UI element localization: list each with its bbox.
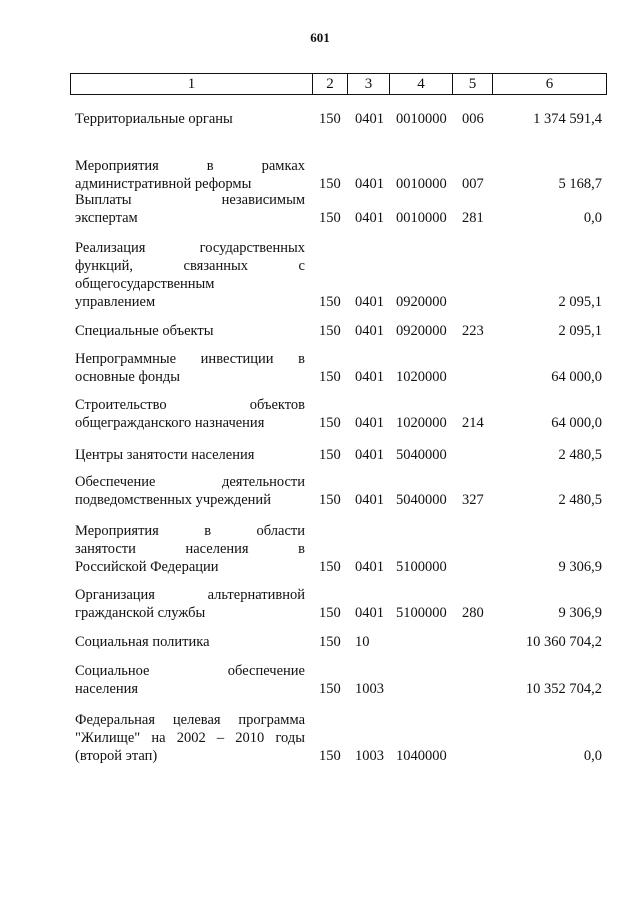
row-name [75, 157, 305, 193]
row-name-line: Российской Федерации [75, 559, 219, 575]
row-cell-c6: 10 360 704,2 [525, 634, 602, 650]
row-cell-c4: 0010000 [396, 176, 447, 192]
row-cell-c3: 0401 [355, 369, 384, 385]
row-name-line: занятости населения в [75, 541, 305, 557]
row-cell-c6: 1 374 591,4 [533, 111, 602, 127]
row-name-line: населения [75, 681, 139, 697]
row-cell-c4: 5040000 [396, 492, 447, 508]
table-row [0, 662, 640, 698]
table-row [0, 350, 640, 386]
row-name [75, 711, 305, 765]
row-name-line: Обеспечение деятельности [75, 474, 305, 490]
row-cell-c4: 1020000 [396, 369, 447, 385]
row-name-line: Центры занятости населения [75, 447, 255, 463]
row-name-line: Социальное обеспечение [75, 663, 305, 679]
row-name-line: (второй этап) [75, 748, 158, 764]
row-cell-c3: 0401 [355, 415, 384, 431]
row-cell-c5: 280 [462, 605, 484, 621]
table-row [0, 191, 640, 227]
row-cell-c6: 64 000,0 [551, 369, 602, 385]
page-number: 601 [310, 30, 330, 45]
row-name [75, 110, 305, 128]
row-cell-c2: 150 [319, 176, 341, 192]
row-cell-c3: 0401 [355, 176, 384, 192]
row-cell-c6: 9 306,9 [558, 559, 602, 575]
row-cell-c2: 150 [319, 323, 341, 339]
row-name-line: "Жилище" на 2002 – 2010 годы [75, 730, 305, 746]
row-name-line: Специальные объекты [75, 323, 214, 339]
row-cell-c6: 0,0 [583, 210, 602, 226]
row-cell-c5: 327 [462, 492, 484, 508]
row-name-line: Федеральная целевая программа [75, 712, 305, 728]
row-cell-c4: 5100000 [396, 559, 447, 575]
row-name-line: Реализация государственных [75, 240, 305, 256]
table-row [0, 157, 640, 193]
row-name-line: Мероприятия в рамках [75, 158, 305, 174]
row-cell-c3: 1003 [355, 681, 384, 697]
row-cell-c3: 0401 [355, 210, 384, 226]
table-row [0, 522, 640, 576]
row-cell-c3: 0401 [355, 294, 384, 310]
row-cell-c3: 0401 [355, 605, 384, 621]
row-cell-c4: 1040000 [396, 748, 447, 764]
row-name-line: основные фонды [75, 369, 180, 385]
row-cell-c2: 150 [319, 492, 341, 508]
row-name [75, 473, 305, 509]
row-cell-c3: 0401 [355, 492, 384, 508]
row-name-line: функций, связанных с [75, 258, 305, 274]
row-cell-c6: 10 352 704,2 [525, 681, 602, 697]
row-cell-c4: 5100000 [396, 605, 447, 621]
row-name-line: Строительство объектов [75, 397, 305, 413]
row-name-line: Мероприятия в области [75, 523, 305, 539]
table-row [0, 239, 640, 311]
row-cell-c5: 214 [462, 415, 484, 431]
row-name [75, 396, 305, 432]
row-cell-c3: 0401 [355, 447, 384, 463]
row-name-line: гражданской службы [75, 605, 206, 621]
row-name-line: экспертам [75, 210, 138, 226]
row-cell-c2: 150 [319, 559, 341, 575]
column-header-6: 6 [493, 74, 607, 95]
row-cell-c2: 150 [319, 111, 341, 127]
row-cell-c4: 0010000 [396, 111, 447, 127]
row-cell-c2: 150 [319, 369, 341, 385]
row-name [75, 322, 305, 340]
row-name-line: общегражданского назначения [75, 415, 265, 431]
column-header-5: 5 [453, 74, 493, 95]
row-name-line: Непрограммные инвестиции в [75, 351, 305, 367]
row-cell-c4: 5040000 [396, 447, 447, 463]
row-cell-c3: 0401 [355, 323, 384, 339]
row-cell-c2: 150 [319, 447, 341, 463]
row-name [75, 239, 305, 311]
row-name-line: подведомственных учреждений [75, 492, 271, 508]
table-row [0, 396, 640, 432]
row-name [75, 522, 305, 576]
row-cell-c6: 2 480,5 [558, 492, 602, 508]
row-cell-c2: 150 [319, 294, 341, 310]
row-cell-c6: 9 306,9 [558, 605, 602, 621]
row-cell-c3: 0401 [355, 111, 384, 127]
row-cell-c4: 1020000 [396, 415, 447, 431]
row-cell-c2: 150 [319, 681, 341, 697]
table-row [0, 473, 640, 509]
column-header-2: 2 [313, 74, 348, 95]
row-name-line: общегосударственным [75, 276, 215, 292]
row-name-line: Выплаты независимым [75, 192, 305, 208]
row-name [75, 662, 305, 698]
row-cell-c3: 10 [355, 634, 370, 650]
row-cell-c2: 150 [319, 748, 341, 764]
table-row [0, 586, 640, 622]
row-cell-c6: 64 000,0 [551, 415, 602, 431]
row-name [75, 633, 305, 651]
row-cell-c6: 2 095,1 [558, 294, 602, 310]
row-cell-c4: 0920000 [396, 294, 447, 310]
row-cell-c5: 223 [462, 323, 484, 339]
row-cell-c5: 007 [462, 176, 484, 192]
row-cell-c6: 0,0 [583, 748, 602, 764]
row-cell-c6: 2 480,5 [558, 447, 602, 463]
column-header-1: 1 [71, 74, 313, 95]
row-cell-c3: 0401 [355, 559, 384, 575]
row-cell-c2: 150 [319, 634, 341, 650]
row-name-line: административной реформы [75, 176, 252, 192]
row-name-line: Территориальные органы [75, 111, 233, 127]
row-cell-c4: 0010000 [396, 210, 447, 226]
row-name-line: Социальная политика [75, 634, 210, 650]
column-header-4: 4 [390, 74, 453, 95]
row-cell-c2: 150 [319, 415, 341, 431]
row-name [75, 586, 305, 622]
table-row [0, 110, 640, 128]
row-name-line: Организация альтернативной [75, 587, 305, 603]
row-name [75, 350, 305, 386]
row-cell-c3: 1003 [355, 748, 384, 764]
row-cell-c6: 5 168,7 [558, 176, 602, 192]
table-row [0, 446, 640, 464]
table-row [0, 633, 640, 651]
row-name-line: управлением [75, 294, 156, 310]
table-row [0, 322, 640, 340]
table-row [0, 711, 640, 765]
row-cell-c5: 006 [462, 111, 484, 127]
row-cell-c6: 2 095,1 [558, 323, 602, 339]
row-cell-c2: 150 [319, 210, 341, 226]
row-cell-c2: 150 [319, 605, 341, 621]
column-header-3: 3 [348, 74, 390, 95]
row-name [75, 191, 305, 227]
row-name [75, 446, 305, 464]
row-cell-c5: 281 [462, 210, 484, 226]
row-cell-c4: 0920000 [396, 323, 447, 339]
